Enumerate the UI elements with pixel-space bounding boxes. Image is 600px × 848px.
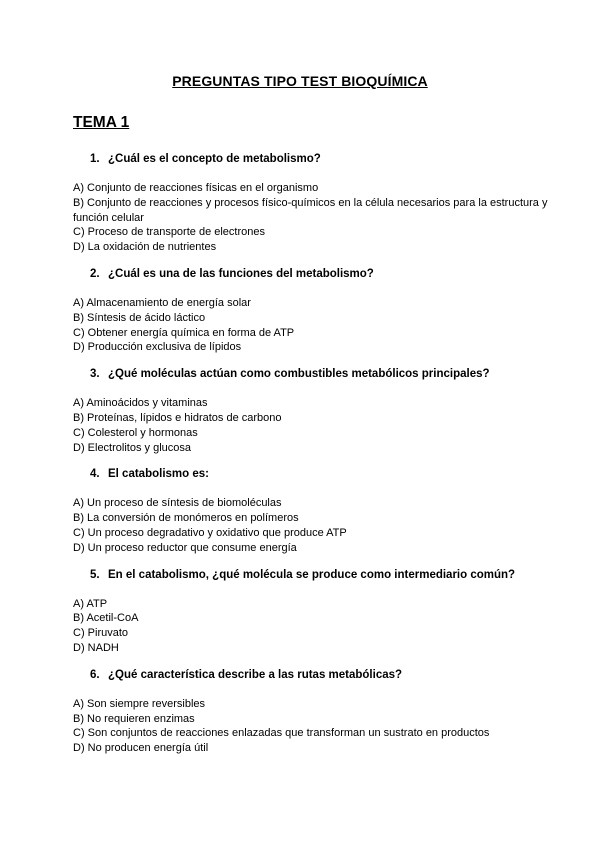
question-text: ¿Qué característica describe a las rutas metabólicas? xyxy=(108,668,403,681)
question-heading xyxy=(90,668,573,682)
question-text: ¿Cuál es el concepto de metabolismo? xyxy=(108,153,321,165)
answer-option: D) Producción exclusiva de lípidos xyxy=(73,341,242,354)
question-heading xyxy=(90,568,573,582)
answer-option: C) Obtener energía química en forma de ATP xyxy=(73,326,295,339)
answer-option: D) No producen energía útil xyxy=(73,742,209,755)
question-list xyxy=(73,152,573,768)
question-number: 2. xyxy=(90,267,100,280)
question-text: ¿Cuál es una de las funciones del metabolismo? xyxy=(108,267,374,280)
answer-option: A) Conjunto de reacciones físicas en el organismo xyxy=(73,182,319,194)
answer-option: B) La conversión de monómeros en polímeros xyxy=(73,512,299,525)
answer-option: B) Proteínas, lípidos e hidratos de carbono xyxy=(73,411,282,424)
question-number: 5. xyxy=(90,568,100,581)
question-item xyxy=(73,267,573,355)
answer-option: C) Son conjuntos de reacciones enlazadas que transforman un sustrato en productos xyxy=(73,727,490,740)
answer-option: A) Almacenamiento de energía solar xyxy=(73,296,251,309)
question-text: En el catabolismo, ¿qué molécula se produce como intermediario común? xyxy=(108,568,516,581)
answer-option: C) Colesterol y hormonas xyxy=(73,426,198,439)
answer-option: B) Conjunto de reacciones y procesos físico-químicos en la célula necesarios para la estructura y función celular xyxy=(73,196,548,224)
question-heading xyxy=(90,267,573,281)
answer-option: A) ATP xyxy=(73,597,108,610)
answer-option: B) Síntesis de ácido láctico xyxy=(73,311,206,324)
question-heading xyxy=(90,367,573,381)
answer-option: D) Electrolitos y glucosa xyxy=(73,441,191,454)
question-number: 6. xyxy=(90,668,100,681)
answer-option: D) NADH xyxy=(73,641,119,654)
answer-option: A) Aminoácidos y vitaminas xyxy=(73,397,208,410)
answer-option: D) Un proceso reductor que consume energía xyxy=(73,541,297,554)
answer-option: C) Proceso de transporte de electrones xyxy=(73,226,265,239)
question-item xyxy=(73,568,573,656)
answer-option: B) Acetil-CoA xyxy=(73,612,139,625)
question-item xyxy=(73,467,573,555)
answer-option: C) Piruvato xyxy=(73,627,129,640)
question-item xyxy=(73,152,573,255)
question-text: El catabolismo es: xyxy=(108,468,209,481)
answer-option: A) Un proceso de síntesis de biomoléculas xyxy=(73,497,282,510)
question-number: 3. xyxy=(90,368,100,381)
question-heading xyxy=(90,467,573,481)
section-title: TEMA 1 xyxy=(73,114,130,131)
answer-option: C) Un proceso degradativo y oxidativo que produce ATP xyxy=(73,526,347,539)
question-heading xyxy=(90,152,573,166)
question-number: 1. xyxy=(90,153,100,165)
answer-option: D) La oxidación de nutrientes xyxy=(73,241,217,254)
question-item xyxy=(73,367,573,455)
question-number: 4. xyxy=(90,468,100,481)
answer-option: B) No requieren enzimas xyxy=(73,712,195,725)
document-title: PREGUNTAS TIPO TEST BIOQUÍMICA xyxy=(172,73,428,89)
question-text: ¿Qué moléculas actúan como combustibles metabólicos principales? xyxy=(108,368,490,381)
question-item xyxy=(73,668,573,756)
answer-option: A) Son siempre reversibles xyxy=(73,697,206,710)
